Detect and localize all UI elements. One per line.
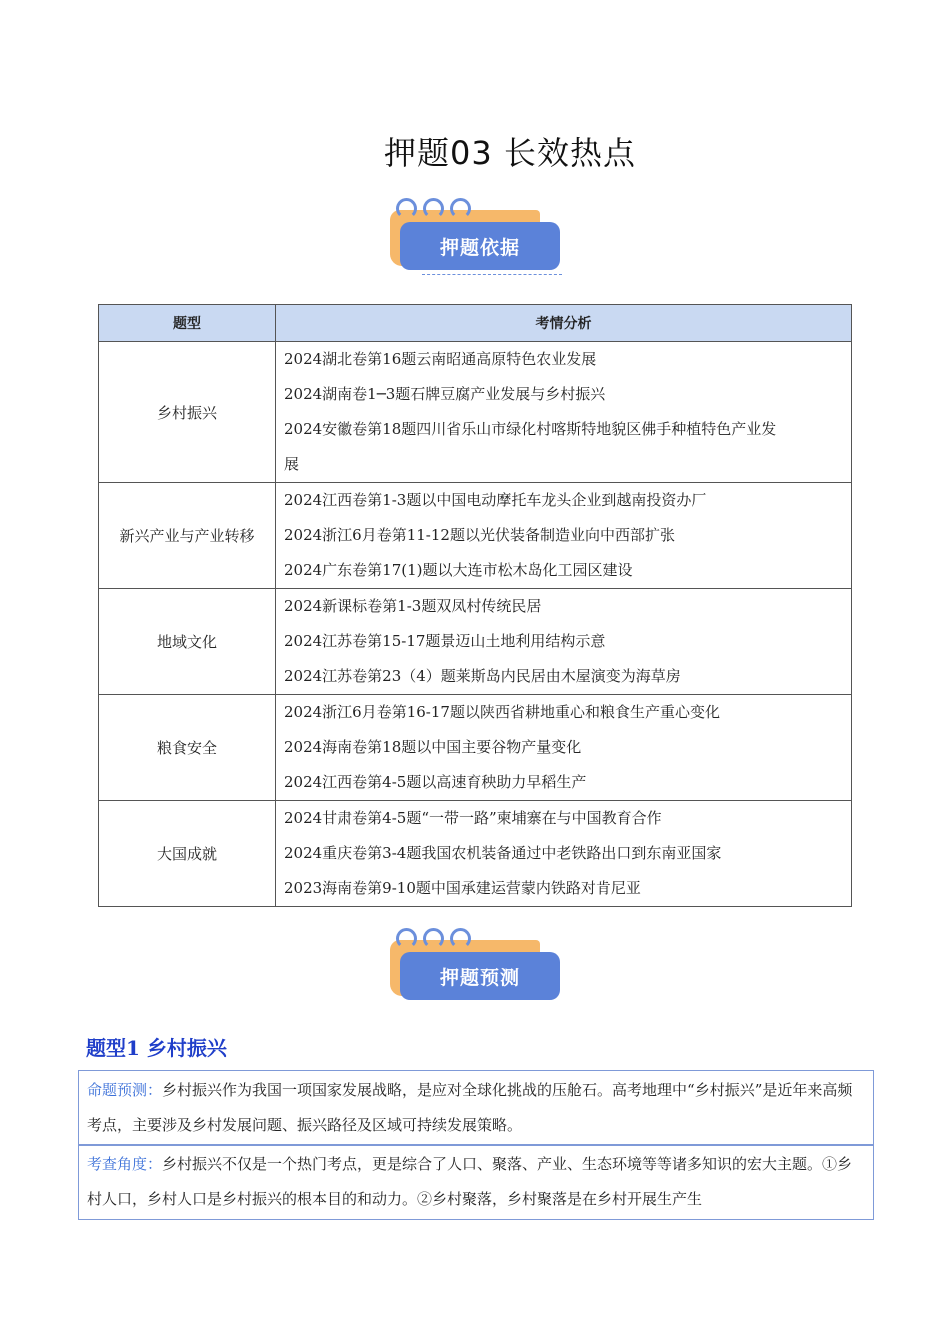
angle-label: 考查角度： [87,1155,163,1173]
analysis-item: 2024江苏卷第23（4）题莱斯岛内民居由木屋演变为海草房 [284,667,681,685]
analysis-item: 2024浙江6月卷第11-12题以光伏装备制造业向中西部扩张 [284,526,675,544]
row-analysis [276,695,852,801]
section-heading: 题型1 乡村振兴 [86,1036,227,1060]
angle-box [78,1144,874,1220]
table-row [99,801,852,907]
analysis-item: 2023海南卷第9-10题中国承建运营蒙内铁路对肯尼亚 [284,879,641,897]
banner-label: 押题预测 [400,952,560,1000]
exam-analysis-table [98,304,852,907]
binder-rings-icon [396,928,471,949]
analysis-item: 2024安徽卷第18题四川省乐山市绿化村喀斯特地貌区佛手种植特色产业发 [284,420,777,438]
analysis-item: 展 [284,455,300,473]
analysis-item: 2024广东卷第17(1)题以大连市松木岛化工园区建设 [284,561,633,579]
row-analysis [276,483,852,589]
table-row [99,695,852,801]
analysis-item: 2024海南卷第18题以中国主要谷物产量变化 [284,738,582,756]
row-analysis [276,801,852,907]
table-row [99,342,852,483]
analysis-item: 2024湖南卷1─3题石牌豆腐产业发展与乡村振兴 [284,385,606,403]
banner-label: 押题依据 [400,222,560,270]
analysis-item: 2024江苏卷第15-17题景迈山土地利用结构示意 [284,632,606,650]
table-row [99,483,852,589]
page-title: 押题03 长效热点 [384,134,636,172]
banner-basis [382,200,582,290]
table-row [99,589,852,695]
banner-prediction [382,930,582,1020]
header-type: 题型 [99,305,276,342]
analysis-item: 2024湖北卷第16题云南昭通高原特色农业发展 [284,350,597,368]
row-type: 新兴产业与产业转移 [99,483,276,589]
row-type: 乡村振兴 [99,342,276,483]
angle-text: 乡村振兴不仅是一个热门考点，更是综合了人口、聚落、产业、生态环境等等诸多知识的宏大主题。①乡村人口，乡村人口是乡村振兴的根本目的和动力。②乡村聚落，乡村聚落是在乡村开展生产生 [87,1155,853,1208]
banner-dash [422,274,562,275]
analysis-item: 2024重庆卷第3-4题我国农机装备通过中老铁路出口到东南亚国家 [284,844,722,862]
row-type: 地域文化 [99,589,276,695]
binder-rings-icon [396,198,471,219]
analysis-item: 2024江西卷第4-5题以高速育秧助力早稻生产 [284,773,587,791]
header-analysis: 考情分析 [276,305,852,342]
row-analysis [276,342,852,483]
row-analysis [276,589,852,695]
analysis-item: 2024甘肃卷第4-5题“一带一路”柬埔寨在与中国教育合作 [284,809,662,827]
row-type: 大国成就 [99,801,276,907]
prediction-text: 乡村振兴作为我国一项国家发展战略，是应对全球化挑战的压舱石。高考地理中“乡村振兴”是近年来高频考点，主要涉及乡村发展问题、振兴路径及区域可持续发展策略。 [87,1081,853,1134]
row-type: 粮食安全 [99,695,276,801]
analysis-item: 2024江西卷第1-3题以中国电动摩托车龙头企业到越南投资办厂 [284,491,707,509]
prediction-box [78,1070,874,1146]
analysis-item: 2024浙江6月卷第16-17题以陕西省耕地重心和粮食生产重心变化 [284,703,720,721]
analysis-item: 2024新课标卷第1-3题双凤村传统民居 [284,597,542,615]
prediction-label: 命题预测： [87,1081,163,1099]
